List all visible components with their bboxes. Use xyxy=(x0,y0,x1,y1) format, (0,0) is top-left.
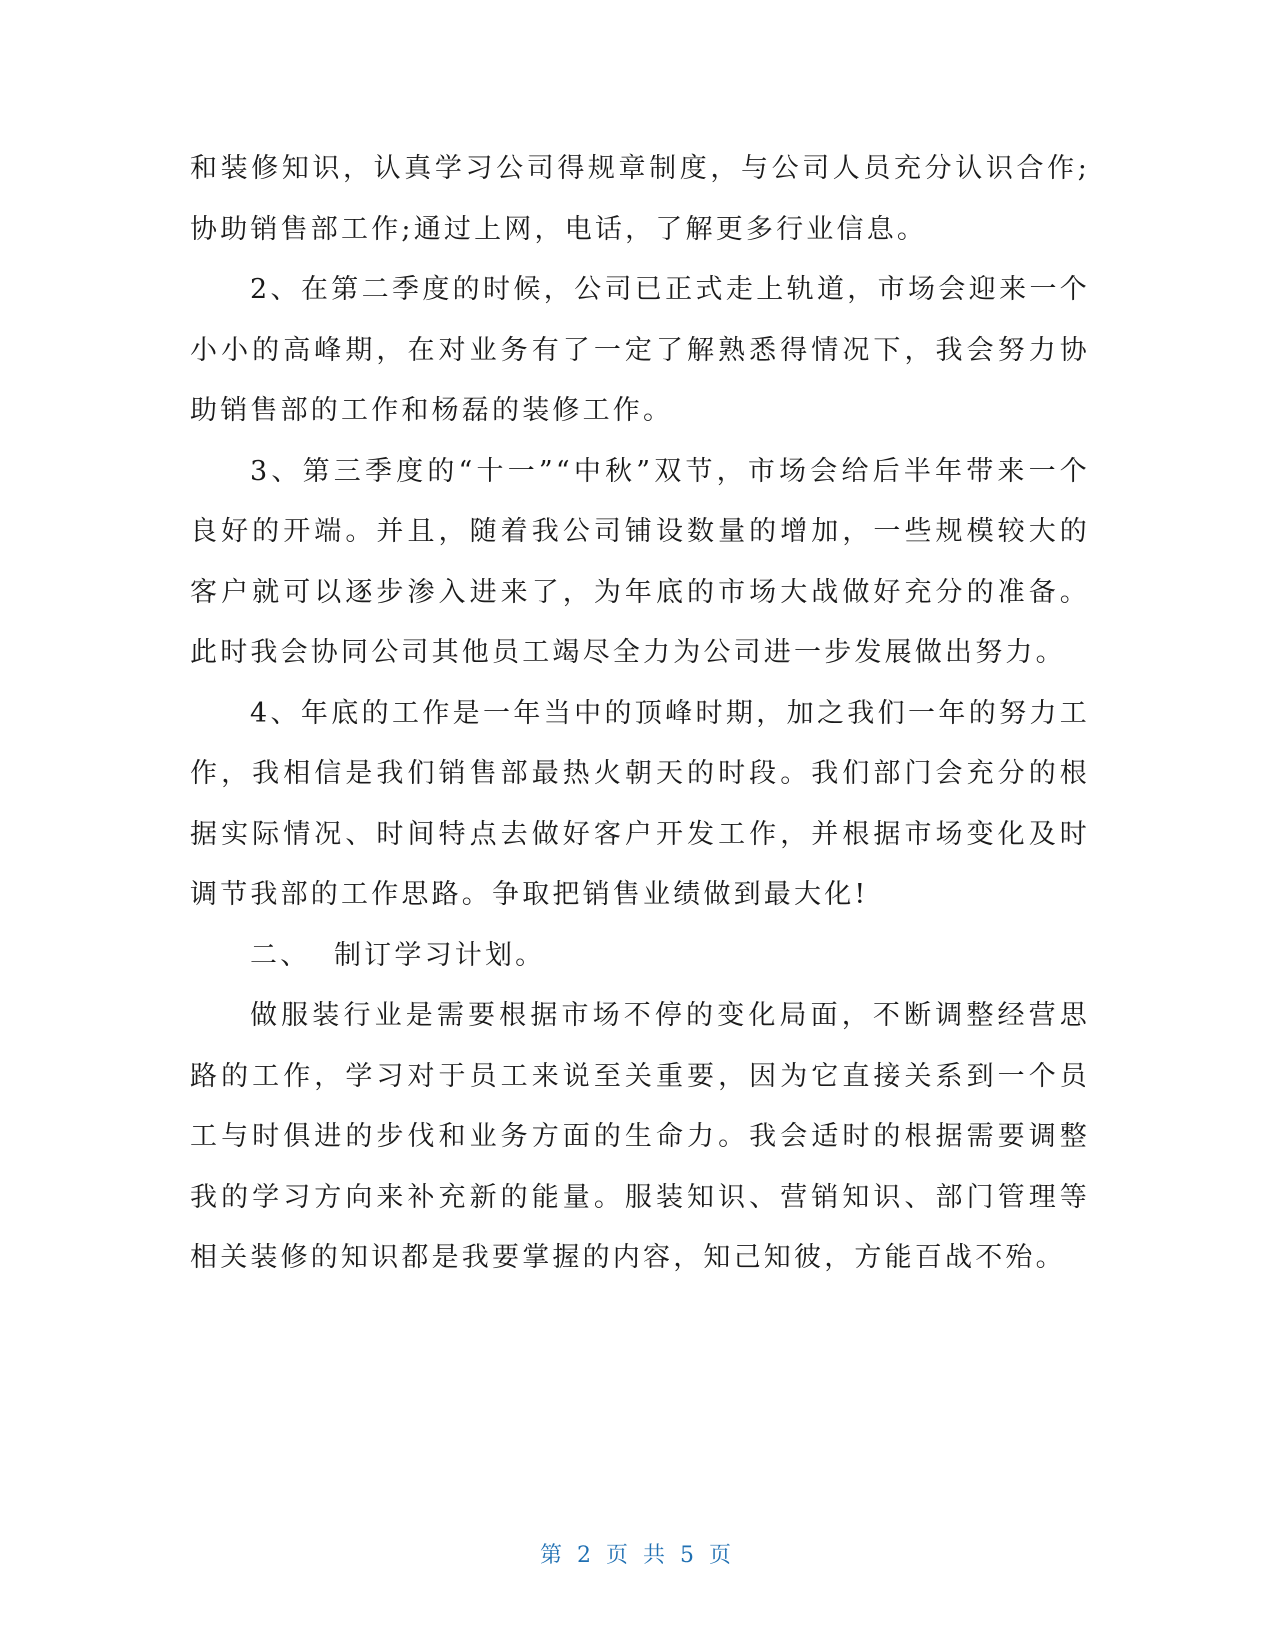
paragraph-study-plan: 做服装行业是需要根据市场不停的变化局面，不断调整经营思路的工作，学习对于员工来说至关重要，因为它直接关系到一个员工与时俱进的步伐和业务方面的生命力。我会适时的根据需要调整我的学习方向来补充新的能量。服装知识、营销知识、部门管理等相关装修的知识都是我要掌握的内容，知己知彼，方能百战不殆。 xyxy=(190,1000,1090,1273)
paragraph-continuation: 和装修知识，认真学习公司得规章制度，与公司人员充分认识合作;协助销售部工作;通过上网，电话，了解更多行业信息。 xyxy=(190,153,1090,245)
paragraph-item-4: 4、年底的工作是一年当中的顶峰时期，加之我们一年的努力工作，我相信是我们销售部最热火朝天的时段。我们部门会充分的根据实际情况、时间特点去做好客户开发工作，并根据市场变化及时调节我部的工作思路。争取把销售业绩做到最大化! xyxy=(190,697,1090,910)
page-number-footer: 第 2 页 共 5 页 xyxy=(540,1543,735,1568)
paragraph-item-2: 2、在第二季度的时候，公司已正式走上轨道，市场会迎来一个小小的高峰期，在对业务有了一定了解熟悉得情况下，我会努力协助销售部的工作和杨磊的装修工作。 xyxy=(190,274,1090,426)
document-body xyxy=(190,139,1090,1289)
paragraph-item-3: 3、第三季度的“十一”“中秋”双节，市场会给后半年带来一个良好的开端。并且，随着我公司铺设数量的增加，一些规模较大的客户就可以逐步渗入进来了，为年底的市场大战做好充分的准备。此时我会协同公司其他员工竭尽全力为公司进一步发展做出努力。 xyxy=(190,455,1090,668)
section-heading: 二、 制订学习计划。 xyxy=(250,939,546,971)
